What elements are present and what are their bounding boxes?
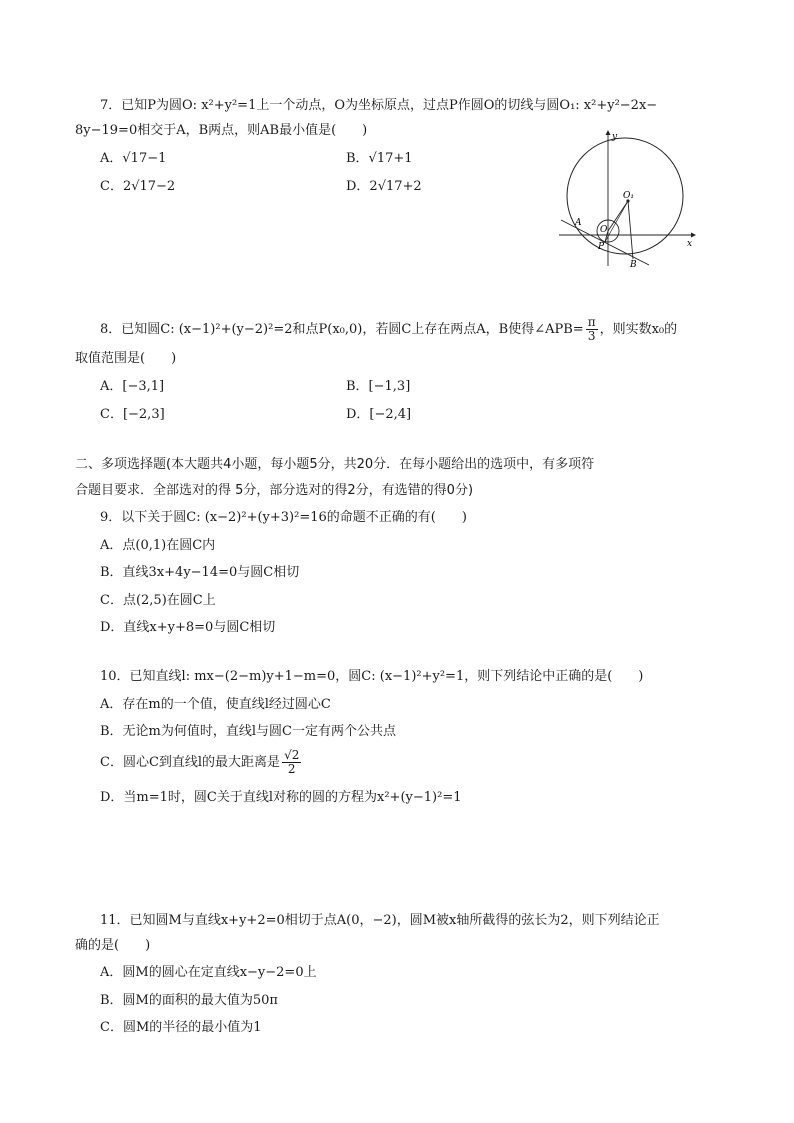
q10-option-a: A．存在m的一个值，使直线l经过圆心C [100, 697, 331, 712]
q7-option-a: A．√17−1 [100, 151, 167, 166]
q8-fraction-denominator: 3 [587, 329, 596, 343]
q8-stem-line1 [100, 315, 677, 345]
q9-option-d: D．直线x+y+8=0与圆C相切 [100, 620, 276, 635]
q11-option-a: A．圆M的圆心在定直线x−y−2=0上 [100, 965, 317, 980]
q10-option-c-fraction [282, 749, 301, 776]
segment-o1-p [605, 201, 628, 242]
q8-angle-fraction [586, 316, 598, 343]
q9-option-b: B．直线3x+4y−14=0与圆C相切 [100, 565, 300, 580]
q9-option-c: C．点(2,5)在圆C上 [100, 593, 216, 608]
label-p: P [598, 242, 605, 252]
q7-figure [555, 128, 700, 270]
segment-o1-b [628, 201, 633, 259]
label-x-axis: x [687, 239, 693, 249]
label-a: A [575, 218, 582, 228]
section-2-header-line1: 二、多项选择题(本大题共4小题，每小题5分，共20分．在每小题给出的选项中，有多项符 [75, 457, 595, 472]
q8-stem-line2: 取值范围是( ) [75, 351, 177, 366]
q8-option-a: A．[−3,1] [100, 379, 165, 394]
q7-option-d: D．2√17+2 [346, 179, 422, 194]
label-o: O [600, 225, 608, 235]
q7-option-c: C．2√17−2 [100, 179, 176, 194]
q8-option-d: D．[−2,4] [346, 407, 412, 422]
label-o1: O₁ [623, 191, 634, 201]
q7-stem-line2: 8y−19=0相交于A，B两点，则AB最小值是( ) [75, 123, 368, 138]
q11-stem-line2: 确的是( ) [75, 938, 151, 953]
section-2-header-line2: 合题目要求．全部选对的得 5分，部分选对的得2分，有选错的得0分) [75, 483, 474, 498]
q10-fraction-numerator: √2 [284, 748, 300, 762]
q10-fraction-denominator: 2 [287, 762, 296, 776]
q8-fraction-numerator: π [587, 315, 596, 329]
figure-y-arrow [606, 130, 611, 135]
q11-option-b: B．圆M的面积的最大值为50π [100, 993, 278, 1008]
q7-stem-line1: 7．已知P为圆O: x²+y²=1上一个动点，O为坐标原点，过点P作圆O的切线与圆O₁: x²+y²−2x− [100, 98, 658, 113]
q8-option-c: C．[−2,3] [100, 407, 165, 422]
label-b: B [630, 260, 637, 270]
q8-stem-pre: 8．已知圆C: (x−1)²+(y−2)²=2和点P(x₀,0)，若圆C上存在两点A，B使得∠APB= [100, 322, 584, 337]
q10-option-b: B．无论m为何值时，直线l与圆C一定有两个公共点 [100, 724, 396, 739]
q10-option-d: D．当m=1时，圆C关于直线l对称的圆的方程为x²+(y−1)²=1 [100, 790, 462, 805]
q10-stem: 10．已知直线l: mx−(2−m)y+1−m=0，圆C: (x−1)²+y²=1，则下列结论中正确的是( ) [100, 669, 644, 684]
figure-x-arrow [691, 233, 696, 238]
q9-stem: 9．以下关于圆C: (x−2)²+(y+3)²=16的命题不正确的有( ) [100, 510, 467, 525]
q11-stem-line1: 11．已知圆M与直线x+y+2=0相切于点A(0，−2)，圆M被x轴所截得的弦长为2，则下列结论正 [100, 913, 660, 928]
q8-option-b: B．[−1,3] [346, 379, 411, 394]
q10-option-c [100, 748, 303, 778]
q11-option-c: C．圆M的半径的最小值为1 [100, 1020, 262, 1035]
q9-option-a: A．点(0,1)在圆C内 [100, 538, 216, 553]
q8-stem-post: ，则实数x₀的 [599, 322, 678, 337]
q7-option-b: B．√17+1 [346, 151, 413, 166]
q10-option-c-text: C．圆心C到直线l的最大距离是 [100, 755, 281, 770]
label-y-axis: y [612, 132, 618, 142]
